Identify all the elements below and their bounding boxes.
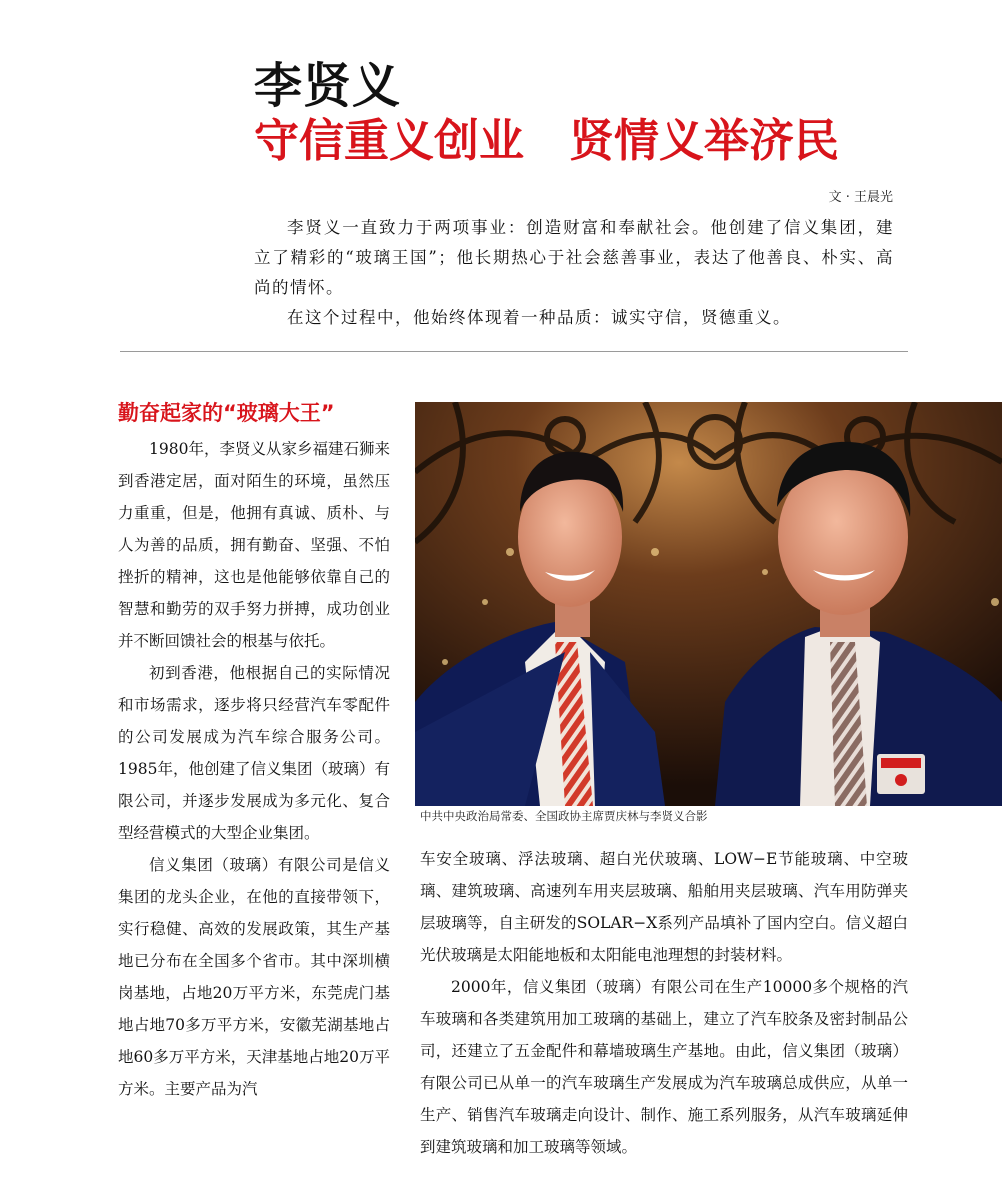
lead-paragraph: 在这个过程中，他始终体现着一种品质：诚实守信，贤德重义。 [287, 308, 791, 327]
body-paragraph: 2000年，信义集团（玻璃）有限公司在生产10000多个规格的汽车玻璃和各类建筑用加工玻璃的基础上，建立了汽车胶条及密封制品公司，还建立了五金配件和幕墙玻璃生产基地。由此，信义集团（玻璃）有限公司已从单一的汽车玻璃生产发展成为汽车玻璃总成供应，从单一生产、销售汽车玻璃走向设计、制作、施工系列服务，从汽车玻璃延伸到建筑玻璃和加工玻璃等领域。 [420, 978, 908, 1156]
byline: 文 · 王晨光 [828, 190, 893, 205]
article-title: 李贤义 [254, 58, 402, 114]
photo-caption: 中共中央政治局常委、全国政协主席贾庆林与李贤义合影 [420, 809, 708, 823]
article-subtitle: 守信重义创业 贤情义举济民 [254, 114, 840, 167]
section-heading: 勤奋起家的“玻璃大王” [118, 401, 335, 425]
body-column-left [118, 433, 390, 1105]
lead-paragraphs [254, 213, 894, 333]
body-paragraph: 车安全玻璃、浮法玻璃、超白光伏玻璃、LOW−E节能玻璃、中空玻璃、建筑玻璃、高速列车用夹层玻璃、船舶用夹层玻璃、汽车用防弹夹层玻璃等，自主研发的SOLAR−X系列产品填补了国内空白。信义超白光伏玻璃是太阳能地板和太阳能电池理想的封装材料。 [420, 850, 908, 964]
body-paragraph: 初到香港，他根据自己的实际情况和市场需求，逐步将只经营汽车零配件的公司发展成为汽车综合服务公司。1985年，他创建了信义集团（玻璃）有限公司，并逐步发展成为多元化、复合型经营模式的大型企业集团。 [118, 664, 390, 842]
lead-paragraph: 李贤义一直致力于两项事业：创造财富和奉献社会。他创建了信义集团，建立了精彩的“玻璃王国”；他长期热心于社会慈善事业，表达了他善良、朴实、高尚的情怀。 [254, 218, 894, 297]
body-paragraph: 1980年，李贤义从家乡福建石狮来到香港定居，面对陌生的环境，虽然压力重重，但是，他拥有真诚、质朴、与人为善的品质，拥有勤奋、坚强、不怕挫折的精神，这也是他能够依靠自己的智慧和勤劳的双手努力拼搏，成功创业并不断回馈社会的根基与依托。 [118, 440, 390, 650]
article-photo [415, 402, 1002, 806]
body-column-right [420, 843, 908, 1163]
divider-rule [120, 351, 908, 352]
body-paragraph: 信义集团（玻璃）有限公司是信义集团的龙头企业，在他的直接带领下，实行稳健、高效的发展政策，其生产基地已分布在全国多个省市。其中深圳横岗基地，占地20万平方米，东莞虎门基地占地70多万平方米，安徽芜湖基地占地60多万平方米，天津基地占地20万平方米。主要产品为汽 [118, 856, 390, 1098]
